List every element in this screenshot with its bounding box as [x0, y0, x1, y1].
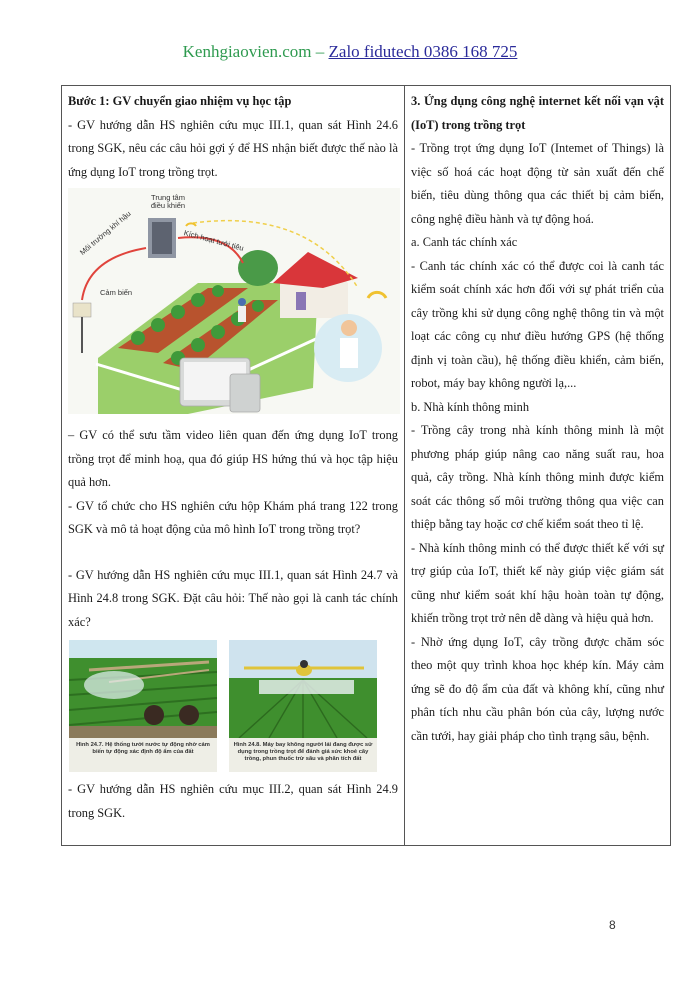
label-control-center: Trung tâm điều khiển — [150, 193, 186, 210]
step-heading: Bước 1: GV chuyển giao nhiệm vụ học tập — [68, 94, 292, 108]
section-heading: 3. Ứng dụng công nghệ internet kết nối vạn vật (IoT) trong trồng trọt — [411, 94, 664, 132]
site-name: Kenhgiaovien.com — [182, 42, 312, 61]
right-paragraph-3: - Trồng cây trong nhà kính thông minh là một phương pháp giúp nâng cao năng suất rau, hoa quả, cây trồng. Nhà kính thông minh được kiểm soát các thông số môi trường thông qua việc can thiệp bằng tay hoặc cơ chế kiểm soát theo tỉ lệ. — [411, 423, 664, 531]
figure-24-8 — [229, 640, 377, 772]
page-number: 8 — [609, 918, 616, 932]
label-climate: Môi trường khí hậu — [78, 209, 133, 257]
right-paragraph-4: - Nhà kính thông minh có thể được thiết kế với sự trợ giúp của IoT, thiết kế này giúp việc giám sát cũng như kiểm soát khí hậu hoàn toàn tự động, khiến trồng trọt trở nên dễ dàng và hiệu quả hơn. — [411, 540, 664, 625]
left-paragraph-1: - GV hướng dẫn HS nghiên cứu mục III.1, quan sát Hình 24.6 trong SGK, nêu các câu hỏi gợi ý để HS nhận biết được thế nào là ứng dụng IoT trong trồng trọt. — [68, 117, 398, 179]
right-column — [405, 86, 670, 845]
lesson-table — [61, 85, 671, 846]
subheading-b: b. Nhà kính thông minh — [411, 399, 530, 414]
right-paragraph-2: - Canh tác chính xác có thể được coi là canh tác kiểm soát chính xác hơn đối với sự phát triển của cây trồng khi sử dụng công nghệ thông tin và một loạt các công cụ như điều hướng GPS (hệ thống định vị toàn cầu), hệ thống điều khiển, cảm biến, robot, máy bay không người lạ,... — [411, 258, 664, 390]
label-irrigation: Kích hoạt tưới tiêu — [182, 228, 245, 253]
right-paragraph-1: - Trồng trọt ứng dụng IoT (Intemet of Things) là việc số hoá các hoạt động từ sản xuất đến chế biến, tiêu dùng thông qua các thiết bị cảm biến, công nghệ điều hành và tự động hoá. — [411, 141, 664, 226]
left-paragraph-3: - GV tổ chức cho HS nghiên cứu hộp Khám phá trang 122 trong SGK và mô tả hoạt động của mô hình IoT trong trồng trọt? — [68, 498, 398, 536]
left-column — [62, 86, 405, 845]
figure-24-6-iot-illustration — [68, 188, 400, 414]
label-sensor: Cảm biến — [100, 288, 133, 297]
figure-24-8-caption: Hình 24.8. Máy bay không người lái đang được sử dụng trong trồng trọt để đánh giá sức khoẻ cây trồng, phun thuốc trừ sâu và phân tích đất — [233, 742, 373, 762]
figure-24-7 — [69, 640, 217, 772]
figure-24-7-caption: Hình 24.7. Hệ thống tưới nước tự động nhờ cảm biến tự động xác định độ ẩm của đất — [76, 742, 210, 755]
left-paragraph-2: – GV có thể sưu tầm video liên quan đến ứng dụng IoT trong trồng trọt để minh hoạ, qua đó giúp HS hứng thú và học tập hiệu quả hơn. — [68, 428, 398, 489]
subheading-a: a. Canh tác chính xác — [411, 235, 518, 249]
page-header — [0, 42, 700, 62]
irrigation-photo — [69, 640, 217, 738]
header-separator: – — [311, 42, 329, 61]
contact-link[interactable]: Zalo fidutech 0386 168 725 — [328, 42, 518, 61]
crop-duster-photo — [229, 640, 377, 738]
left-paragraph-5: - GV hướng dẫn HS nghiên cứu mục III.2, quan sát Hình 24.9 trong SGK. — [68, 782, 398, 820]
right-paragraph-5: - Nhờ ứng dụng IoT, cây trồng được chăm sóc theo một quy trình khoa học khép kín. Máy cảm ứng sẽ đo độ ẩm của đất và không khí, cũng như phân tích nhu cầu phân bón của cây, lượng nước cần tưới, hay giải pháp cho tình trạng sâu, bệnh. — [411, 634, 664, 743]
left-paragraph-4: - GV hướng dẫn HS nghiên cứu mục III.1, quan sát Hình 24.7 và Hình 24.8 trong SGK. Đặt câu hỏi: Thế nào gọi là canh tác chính xác? — [68, 567, 398, 629]
figure-row — [69, 640, 398, 772]
